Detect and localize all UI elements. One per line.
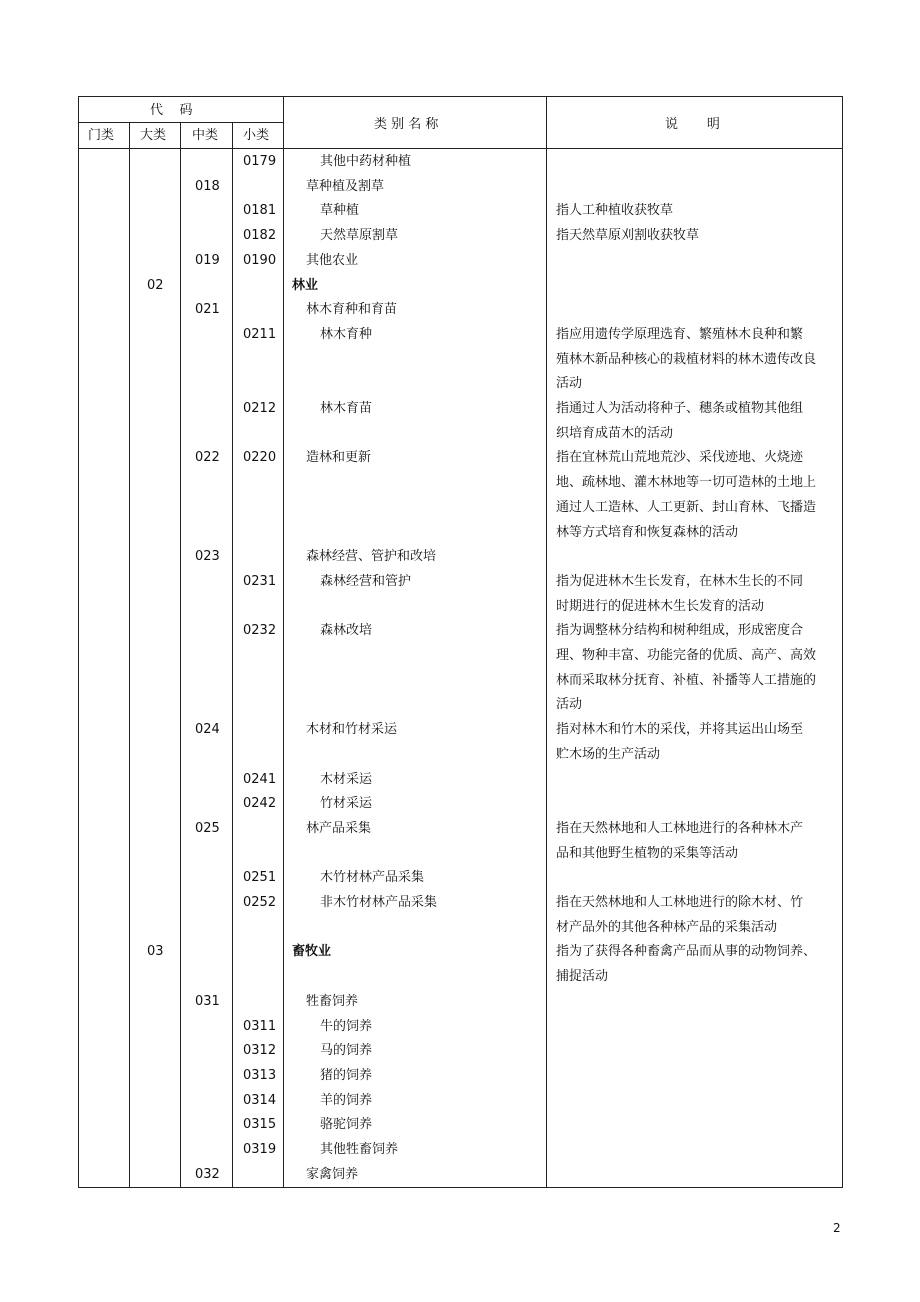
category-name: 牲畜饲养 <box>306 993 359 1009</box>
xiao-code: 0314 <box>243 1092 277 1108</box>
xiao-code: 0315 <box>243 1117 277 1133</box>
category-description <box>556 224 839 249</box>
table-border-left <box>78 96 79 1188</box>
description-line: 通过人工造林、人工更新、封山育林、飞播造 <box>556 499 817 515</box>
category-name: 马的饲养 <box>320 1043 373 1059</box>
category-name: 木材采运 <box>320 771 373 787</box>
category-name: 其他牲畜饲养 <box>320 1142 399 1157</box>
xiao-code: 0232 <box>243 623 277 639</box>
category-name: 林木育种和育苗 <box>306 302 398 318</box>
category-description <box>556 570 839 619</box>
category-name: 牛的饲养 <box>320 1018 373 1034</box>
category-name: 其他中药材种植 <box>320 154 412 169</box>
zhong-code: 025 <box>195 820 220 836</box>
description-line: 指人工种植收获牧草 <box>556 203 674 219</box>
col-divider-xiao-name <box>283 96 284 1188</box>
description-line: 指通过人为活动将种子、穗条或植物其他组 <box>556 401 804 416</box>
xiao-code: 0220 <box>243 450 277 466</box>
category-name: 羊的饲养 <box>320 1092 373 1108</box>
category-name: 森林改培 <box>320 623 373 639</box>
category-name: 猪的饲养 <box>320 1067 373 1083</box>
zhong-code: 032 <box>195 1166 220 1182</box>
xiao-code: 0212 <box>243 401 277 416</box>
xiao-code: 0319 <box>243 1142 277 1157</box>
description-line: 活动 <box>556 697 583 713</box>
description-line: 贮木场的生产活动 <box>556 746 661 762</box>
header-name: 类 别 名 称 <box>374 117 439 132</box>
category-name: 草种植 <box>320 203 360 219</box>
zhong-code: 024 <box>195 722 220 738</box>
category-name: 木材和竹材采运 <box>306 722 398 738</box>
xiao-code: 0313 <box>243 1067 277 1083</box>
col-divider-zhong-xiao <box>232 122 233 1188</box>
header-xiao: 小类 <box>243 128 270 143</box>
xiao-code: 0311 <box>243 1018 277 1034</box>
xiao-code: 0182 <box>243 228 277 244</box>
xiao-code: 0211 <box>243 326 277 342</box>
zhong-code: 023 <box>195 549 220 565</box>
header-desc: 说 明 <box>665 117 720 132</box>
description-line: 林而采取林分抚育、补植、补播等人工措施的 <box>556 672 817 688</box>
category-name: 草种植及割草 <box>306 178 385 194</box>
col-divider-da-zhong <box>180 122 181 1188</box>
code-subheader-divider <box>78 122 284 123</box>
category-description <box>556 817 839 866</box>
category-description <box>556 940 839 989</box>
category-name: 竹材采运 <box>320 796 373 812</box>
description-line: 地、疏林地、灌木林地等一切可造林的土地上 <box>556 475 817 491</box>
description-line: 指应用遗传学原理选育、繁殖林木良种和繁 <box>556 326 804 342</box>
category-description <box>556 619 839 718</box>
col-divider-name-desc <box>546 96 547 1188</box>
table-border-right <box>842 96 843 1188</box>
zhong-code: 021 <box>195 302 220 318</box>
category-name: 造林和更新 <box>306 450 372 466</box>
category-name: 非木竹材林产品采集 <box>320 895 438 910</box>
description-line: 指在天然林地和人工林地进行的除木材、竹 <box>556 895 804 910</box>
description-line: 指在天然林地和人工林地进行的各种林木产 <box>556 820 804 836</box>
category-description <box>556 446 839 545</box>
xiao-code: 0190 <box>243 252 277 268</box>
xiao-code: 0231 <box>243 573 277 589</box>
category-description <box>556 199 839 224</box>
description-line: 品和其他野生植物的采集等活动 <box>556 845 739 861</box>
description-line: 理、物种丰富、功能完备的优质、高产、高效 <box>556 648 817 663</box>
description-line: 材产品外的其他各种林产品的采集活动 <box>556 919 778 935</box>
category-name: 森林经营、管护和改培 <box>306 549 437 565</box>
da-code: 02 <box>147 277 164 293</box>
category-name: 林产品采集 <box>306 820 372 836</box>
zhong-code: 031 <box>195 993 220 1009</box>
xiao-code: 0181 <box>243 203 277 219</box>
description-line: 指为促进林木生长发育，在林木生长的不同 <box>556 573 804 589</box>
zhong-code: 022 <box>195 450 220 466</box>
description-line: 捕捉活动 <box>556 969 609 985</box>
zhong-code: 018 <box>195 178 220 194</box>
da-code: 03 <box>147 944 164 960</box>
page-number: 2 <box>833 1221 841 1235</box>
category-description <box>556 891 839 940</box>
category-name: 林业 <box>292 277 319 293</box>
category-name: 木竹材林产品采集 <box>320 870 425 886</box>
category-name: 林木育苗 <box>320 401 373 416</box>
description-line: 指对林木和竹木的采伐，并将其运出山场至 <box>556 722 804 738</box>
category-name: 家禽饲养 <box>306 1166 359 1182</box>
zhong-code: 019 <box>195 252 220 268</box>
description-line: 指为了获得各种畜禽产品而从事的动物饲养、 <box>556 944 817 960</box>
table-border-bottom <box>78 1187 843 1188</box>
xiao-code: 0251 <box>243 870 277 886</box>
description-line: 指在宜林荒山荒地荒沙、采伐迹地、火烧迹 <box>556 450 804 466</box>
category-name: 畜牧业 <box>292 944 332 960</box>
header-body-divider <box>78 148 843 149</box>
description-line: 时期进行的促进林木生长发育的活动 <box>556 598 765 614</box>
table-border-top <box>78 96 843 97</box>
category-description <box>556 397 839 446</box>
header-zhong: 中类 <box>192 128 219 143</box>
category-name: 天然草原割草 <box>320 228 399 244</box>
category-description <box>556 323 839 397</box>
category-description <box>556 718 839 767</box>
col-divider-men-da <box>129 122 130 1188</box>
category-name: 森林经营和管护 <box>320 573 412 589</box>
header-code: 代 码 <box>150 103 193 118</box>
description-line: 林等方式培育和恢复森林的活动 <box>556 524 739 540</box>
header-men: 门类 <box>88 128 115 143</box>
description-line: 指为调整林分结构和树种组成，形成密度合 <box>556 623 804 639</box>
description-line: 织培育成苗木的活动 <box>556 425 674 441</box>
category-name: 骆驼饲养 <box>320 1117 373 1133</box>
description-line: 活动 <box>556 376 583 392</box>
xiao-code: 0252 <box>243 895 277 910</box>
category-name: 林木育种 <box>320 326 373 342</box>
xiao-code: 0312 <box>243 1043 277 1059</box>
description-line: 殖林木新品种核心的栽植材料的林木遗传改良 <box>556 351 817 367</box>
xiao-code: 0241 <box>243 771 277 787</box>
xiao-code: 0179 <box>243 154 277 169</box>
xiao-code: 0242 <box>243 796 277 812</box>
description-line: 指天然草原刈割收获牧草 <box>556 228 700 244</box>
category-name: 其他农业 <box>306 252 359 268</box>
header-da: 大类 <box>140 128 167 143</box>
